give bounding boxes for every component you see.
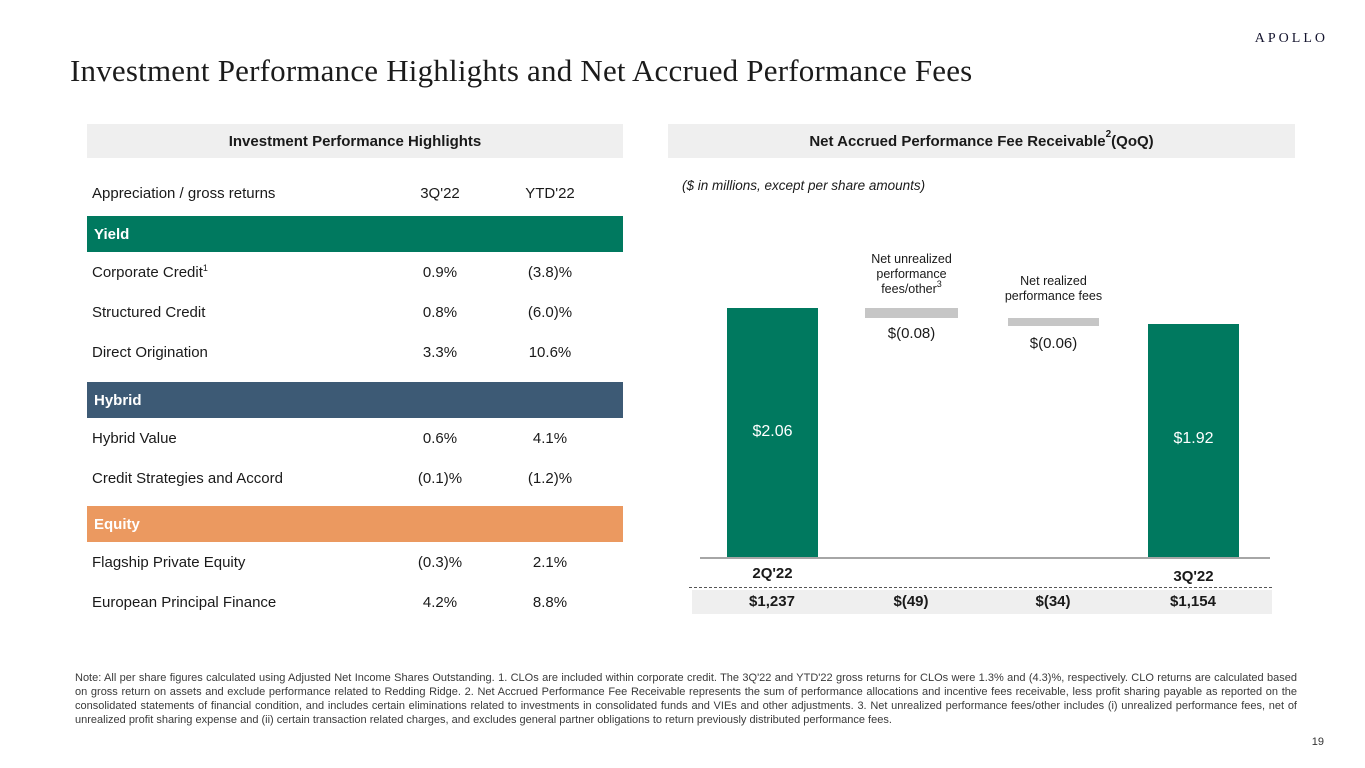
slide-title: Investment Performance Highlights and Net Accrued Performance Fees [70,53,973,88]
row-label: Corporate Credit$^1$ [92,262,208,281]
row-ytd22-value: (6.0)% [527,303,573,321]
column-header-row [87,158,623,216]
row-3q22-value: (0.3)% [417,553,463,571]
step1-label: Net unrealized performance fees/other$^3$ [871,252,952,296]
axis-label-3q22: 3Q'22 [1173,568,1214,585]
row-label: Credit Strategies and Accord [92,469,283,487]
total-3q22: $1,154 [1170,593,1216,610]
row-label: Direct Origination [92,343,208,361]
step1-value: $(0.08) [887,325,936,342]
table-row-hybrid-value [87,418,623,458]
net-accrued-fee-chart-panel [668,124,1295,624]
table-row-credit-strategies-accord [87,458,623,498]
totals-row [692,590,1272,614]
row-ytd22-value: 2.1% [532,553,568,571]
bar-3q22-value: $1.92 [1173,430,1214,447]
row-label: Structured Credit [92,303,206,321]
column-header-3q22: 3Q'22 [420,185,460,202]
total-realized: $(34) [1035,593,1071,610]
step1-bar [865,308,958,318]
bar-2q22-value: $2.06 [752,423,793,440]
footnote-1-sup: 1 [202,262,208,273]
row-3q22-value: 0.9% [422,263,458,281]
chart-header-suffix: (QoQ) [1111,132,1154,150]
column-header-ytd22: YTD'22 [525,185,575,202]
x-axis-line [700,557,1270,559]
bar-2q22 [727,308,818,558]
row-ytd22-value: 4.1% [532,429,568,447]
row-ytd22-value: 8.8% [532,593,568,611]
page-number: 19 [1311,736,1324,748]
investment-performance-table [87,124,623,622]
column-header-label: Appreciation / gross returns [92,185,276,202]
total-unrealized: $(49) [893,593,929,610]
chart-header-text: Net Accrued Performance Fee Receivable [809,132,1106,150]
total-2q22: $1,237 [749,593,795,610]
table-row-structured-credit [87,292,623,332]
bar-3q22 [1148,324,1239,558]
footnote-text: Note: All per share figures calculated using Adjusted Net Income Shares Outstanding. 1. CLOs are included within corporate credit. The 3Q'22 and YTD'22 gross returns for CLOs were 1.3% and (4.3)%, respectively. CLO returns are calculated based on gross return on assets and exclude performance related to Redding Ridge. 2. Net Accrued Performance Fee Receivable represents the sum of performance allocations and incentive fees receivable, less profit sharing payable as reported on the consolidated statements of financial condition, and includes certain eliminations related to investments in consolidated funds and VIEs and other adjustments. 3. Net unrealized performance fees/other includes (i) unrealized performance fees, net of unrealized profit sharing expense and (ii) certain transaction related charges, and excludes general partner obligations to return previously distributed performance fees. [75,672,1297,726]
row-label: European Principal Finance [92,593,277,611]
table-row-corporate-credit [87,252,623,292]
table-row-direct-origination [87,332,623,372]
section-header-hybrid: Hybrid [87,382,623,418]
table-row-flagship-private-equity [87,542,623,582]
step2-bar [1008,318,1099,326]
section-header-yield: Yield [87,216,623,252]
chart-subtitle: ($ in millions, except per share amounts) [682,178,926,193]
dashed-divider [689,587,1272,588]
row-3q22-value: (0.1)% [417,469,463,487]
row-ytd22-value: (3.8)% [527,263,573,281]
step2-value: $(0.06) [1029,335,1078,352]
apollo-logo: APOLLO [1254,31,1328,46]
chart-header: Net Accrued Performance Fee Receivable $^2$ (QoQ) [668,124,1295,158]
row-3q22-value: 3.3% [422,343,458,361]
table-header: Investment Performance Highlights [87,124,623,158]
footnote-3-sup: 3 [936,279,942,289]
section-header-equity: Equity [87,506,623,542]
table-row-european-principal-finance [87,582,623,622]
row-label: Hybrid Value [92,429,177,447]
step2-label: Net realized performance fees [1004,274,1103,303]
row-3q22-value: 0.6% [422,429,458,447]
row-label: Flagship Private Equity [92,553,246,571]
row-3q22-value: 4.2% [422,593,458,611]
axis-label-2q22: 2Q'22 [752,565,793,582]
row-ytd22-value: 10.6% [528,343,572,361]
row-3q22-value: 0.8% [422,303,458,321]
row-ytd22-value: (1.2)% [527,469,573,487]
